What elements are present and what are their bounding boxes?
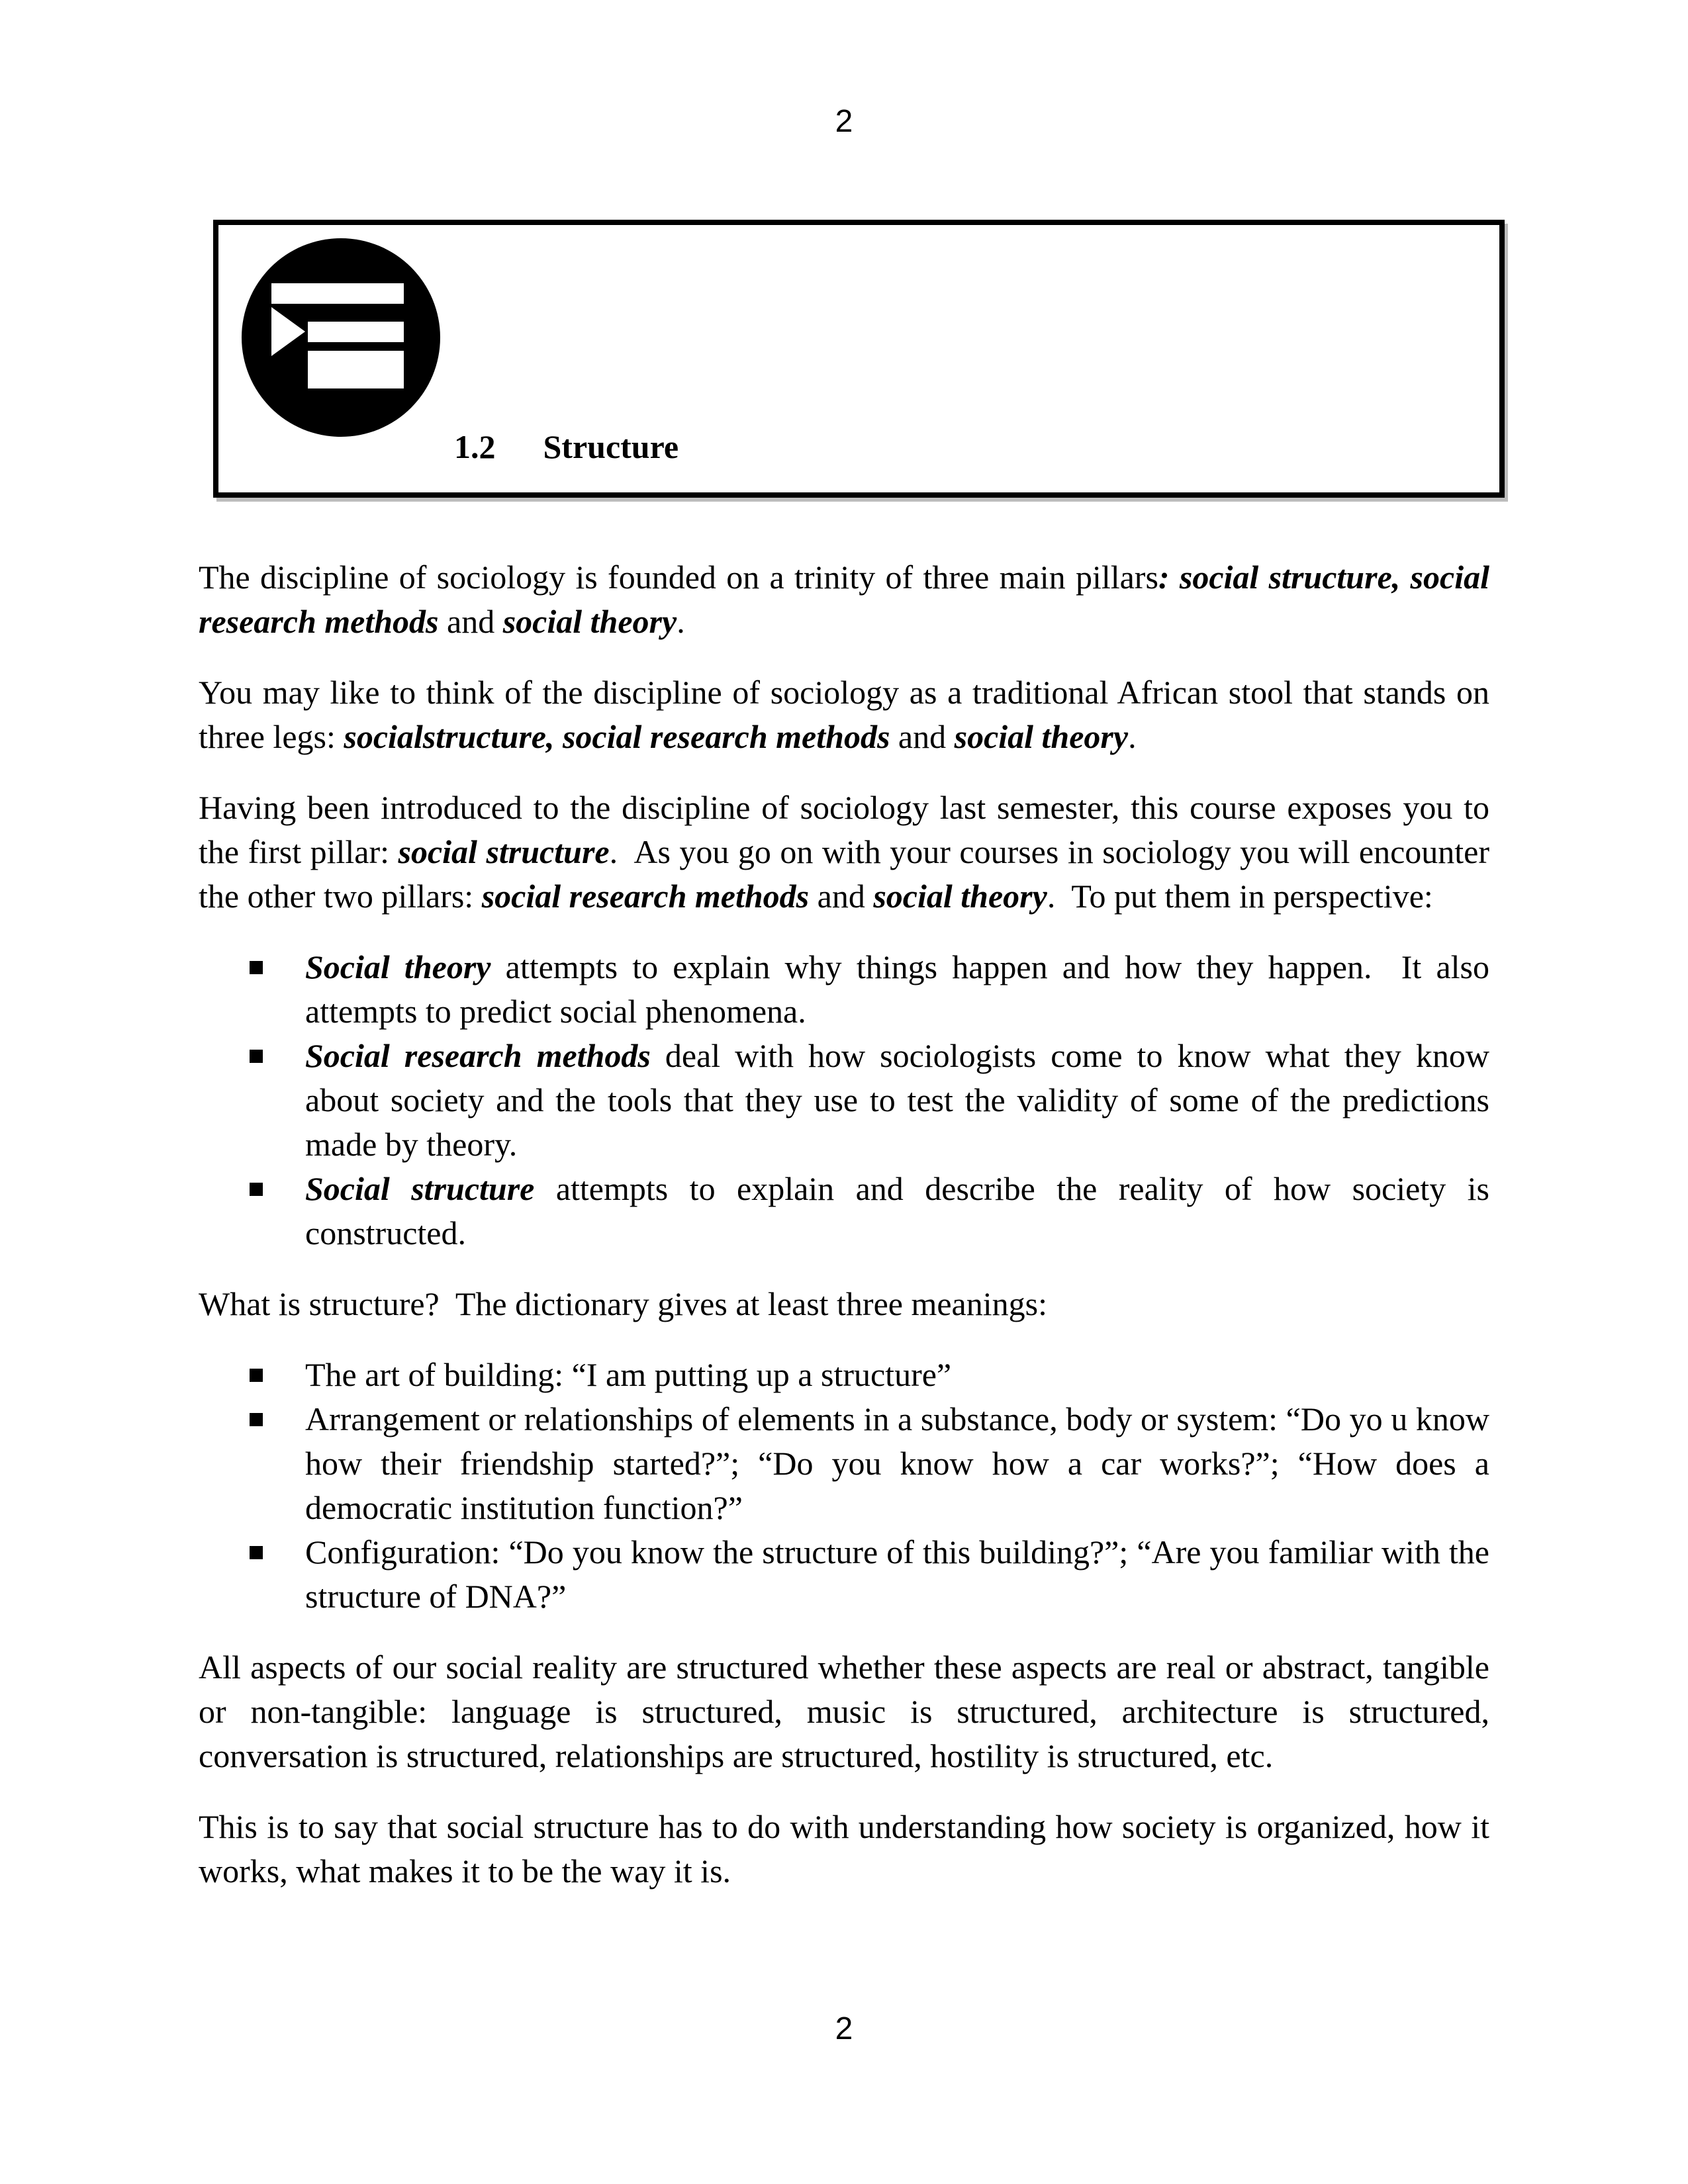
bullet-list (199, 945, 1498, 1255)
square-bullet-icon (250, 1050, 263, 1063)
document-body (199, 555, 1498, 1920)
paragraph (199, 786, 1498, 919)
section-heading-box (213, 220, 1505, 498)
text-run: and (890, 718, 955, 755)
text-run: Social research methods (305, 1037, 651, 1074)
page-number-header: 2 (835, 104, 853, 139)
list-item (199, 945, 1498, 1034)
bullet-list (199, 1353, 1498, 1619)
text-run: and (809, 878, 874, 915)
list-item (199, 1034, 1498, 1167)
section-number: 1.2 (454, 428, 496, 465)
paragraph (199, 1805, 1498, 1893)
text-run: What is structure? The dictionary gives at least three meanings: (199, 1285, 1047, 1322)
section-heading (454, 430, 679, 463)
square-bullet-icon (250, 1546, 263, 1559)
text-run: . (1128, 718, 1137, 755)
text-run: social theory (954, 718, 1129, 755)
list-outline-icon (242, 238, 440, 437)
text-run: . To put them in perspective: (1047, 878, 1433, 915)
square-bullet-icon (250, 1413, 263, 1426)
list-item (199, 1397, 1498, 1530)
text-run: All aspects of our social reality are structured whether these aspects are real or abstract, tangible or non-tangible: language is structured, music is structured, architecture is structured, conversation is structured, relationships are structured, hostility is structured, etc. (199, 1649, 1498, 1774)
square-bullet-icon (250, 1369, 263, 1382)
list-item (199, 1353, 1489, 1397)
text-run: Social theory (305, 948, 491, 985)
list-item (199, 1530, 1498, 1619)
text-run: and (438, 603, 503, 640)
section-title: Structure (543, 428, 679, 465)
text-run: Arrangement or relationships of elements in a substance, body or system: “Do yo u know how their friendship started?”; “Do you know how a car works?”; “How does a democratic institution function?” (305, 1400, 1498, 1526)
square-bullet-icon (250, 961, 263, 974)
text-run: This is to say that social structure has to do with understanding how society is organized, how it works, what makes it to be the way it is. (199, 1808, 1498, 1889)
text-run: You may like to think of the discipline of sociology as a traditional African stool that stands on three legs: (199, 674, 1498, 755)
paragraph (199, 1282, 1489, 1326)
text-run: attempts to explain and describe the reality of how society is constructed. (305, 1170, 1498, 1251)
text-run: socialstructure, social research methods (344, 718, 890, 755)
text-run: . As you go on with your courses in sociology you will encounter the other two pillars: (199, 833, 1498, 915)
text-run: : social structure, social research methods (199, 559, 1498, 640)
text-run: The art of building: “I am putting up a structure” (305, 1356, 952, 1393)
text-run: social theory (502, 603, 677, 640)
text-run: Having been introduced to the discipline of sociology last semester, this course exposes you to the first pillar: (199, 789, 1498, 870)
text-run: social structure (398, 833, 610, 870)
text-run: deal with how sociologists come to know what they know about society and the tools that they use to test the validity of some of the predictions made by theory. (305, 1037, 1498, 1163)
text-run: Social structure (305, 1170, 535, 1207)
text-run: . (677, 603, 685, 640)
paragraph (199, 555, 1498, 644)
paragraph (199, 670, 1498, 759)
text-run: social theory (873, 878, 1047, 915)
page-number-footer: 2 (835, 2011, 853, 2046)
text-run: social research methods (481, 878, 810, 915)
text-run: attempts to explain why things happen and how they happen. It also attempts to predict social phenomena. (305, 948, 1498, 1030)
square-bullet-icon (250, 1183, 263, 1196)
text-run: The discipline of sociology is founded on a trinity of three main pillars (199, 559, 1158, 596)
text-run: Configuration: “Do you know the structure of this building?”; “Are you familiar with the structure of DNA?” (305, 1533, 1498, 1615)
list-item (199, 1167, 1498, 1255)
list-outline-icon-graphic (242, 238, 440, 437)
paragraph (199, 1645, 1498, 1778)
